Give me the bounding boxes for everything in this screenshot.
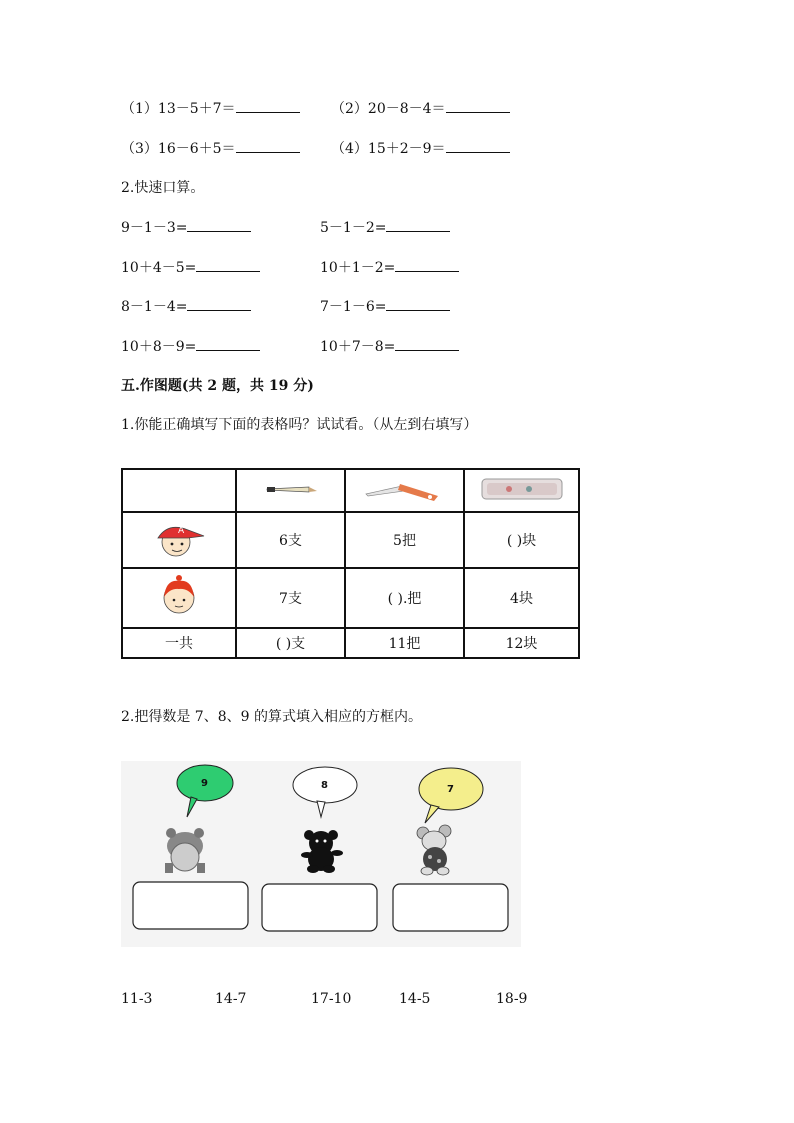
quick-calc-1b xyxy=(320,217,450,237)
answer-blank[interactable] xyxy=(236,98,300,113)
quick-calc-4a xyxy=(121,336,260,356)
black-bear-icon xyxy=(301,830,343,873)
speech-bubble-9 xyxy=(177,765,233,817)
bear-scene xyxy=(121,761,521,947)
expression-5[interactable]: 18-9 xyxy=(496,991,528,1007)
answer-blank[interactable] xyxy=(236,138,300,153)
s5-q1-text: 1.你能正确填写下面的表格吗？试试看。（从左到右填写） xyxy=(121,417,478,433)
speech-bubble-8 xyxy=(293,767,357,817)
cell-r2-c2[interactable]: ( ).把 xyxy=(345,568,464,628)
expr: 10＋4－5= xyxy=(121,260,197,276)
knife-icon xyxy=(360,476,450,502)
expression-2[interactable]: 14-7 xyxy=(215,991,247,1007)
cell-r2-c3: 4块 xyxy=(464,568,579,628)
answer-box-7[interactable] xyxy=(393,884,508,931)
cell-r2-c1: 7支 xyxy=(236,568,345,628)
speech-bubble-7 xyxy=(419,768,483,823)
answer-blank[interactable] xyxy=(196,257,260,272)
bubble-8-text: 8 xyxy=(321,780,328,791)
q2-title: 2.快速口算。 xyxy=(121,180,205,196)
quick-calc-3a xyxy=(121,296,251,316)
total-erasers: 12块 xyxy=(464,628,579,658)
quick-calc-1a xyxy=(121,217,251,237)
expr: 8－1－4= xyxy=(121,299,188,315)
grey-bear-icon xyxy=(165,828,205,873)
bear-panel xyxy=(121,761,521,947)
boy-a-cell xyxy=(122,512,236,568)
answer-blank[interactable] xyxy=(386,296,450,311)
cell-r1-c2: 5把 xyxy=(345,512,464,568)
pencil-case-icon xyxy=(479,474,565,504)
section-5-title: 五.作图题(共 2 题，共 19 分) xyxy=(121,378,314,394)
bubble-7-text: 7 xyxy=(447,784,454,795)
svg-text:A: A xyxy=(178,526,185,536)
expr: 9－1－3= xyxy=(121,220,188,236)
cell-r1-c3[interactable]: ( )块 xyxy=(464,512,579,568)
quick-calc-4b xyxy=(320,336,459,356)
expression-3[interactable]: 17-10 xyxy=(311,991,352,1007)
answer-blank[interactable] xyxy=(187,296,251,311)
answer-blank[interactable] xyxy=(446,98,510,113)
expr: 5－1－2= xyxy=(320,220,387,236)
boy-cap-icon xyxy=(144,516,214,560)
pencil-icon xyxy=(261,479,321,499)
cell-r1-c1: 6支 xyxy=(236,512,345,568)
answer-box-9[interactable] xyxy=(133,882,248,929)
s5-q2-text: 2.把得数是 7、8、9 的算式填入相应的方框内。 xyxy=(121,709,422,725)
expression-1[interactable]: 11-3 xyxy=(121,991,153,1007)
answer-blank[interactable] xyxy=(395,257,459,272)
pencil-cell xyxy=(236,469,345,512)
calc-row-1b xyxy=(331,98,510,118)
spotted-mouse-icon xyxy=(417,825,451,875)
knife-cell xyxy=(345,469,464,512)
calc-2: （2）20－8－4＝ xyxy=(331,101,446,117)
girl-cell xyxy=(122,568,236,628)
calc-4: （4）15＋2－9＝ xyxy=(331,141,446,157)
quick-calc-2a xyxy=(121,257,260,277)
total-pencils[interactable]: ( )支 xyxy=(236,628,345,658)
answer-blank[interactable] xyxy=(386,217,450,232)
corner-cell xyxy=(122,469,236,512)
calc-1: （1）13－5＋7＝ xyxy=(121,101,236,117)
calc-row-1 xyxy=(121,98,300,118)
bubble-9-text: 9 xyxy=(201,778,208,789)
quick-calc-2b xyxy=(320,257,459,277)
answer-blank[interactable] xyxy=(196,336,260,351)
total-label: 一共 xyxy=(122,628,236,658)
fill-table xyxy=(121,468,580,659)
answer-blank[interactable] xyxy=(446,138,510,153)
expr: 10＋7－8= xyxy=(320,339,396,355)
answer-blank[interactable] xyxy=(395,336,459,351)
pencil-case-cell xyxy=(464,469,579,512)
total-knives: 11把 xyxy=(345,628,464,658)
girl-icon xyxy=(154,571,204,621)
expr: 7－1－6= xyxy=(320,299,387,315)
calc-3: （3）16－6＋5＝ xyxy=(121,141,236,157)
expr: 10＋8－9= xyxy=(121,339,197,355)
calc-row-2 xyxy=(121,138,300,158)
expr: 10＋1－2= xyxy=(320,260,396,276)
quick-calc-3b xyxy=(320,296,450,316)
calc-row-2b xyxy=(331,138,510,158)
expression-4[interactable]: 14-5 xyxy=(399,991,431,1007)
answer-box-8[interactable] xyxy=(262,884,377,931)
answer-blank[interactable] xyxy=(187,217,251,232)
